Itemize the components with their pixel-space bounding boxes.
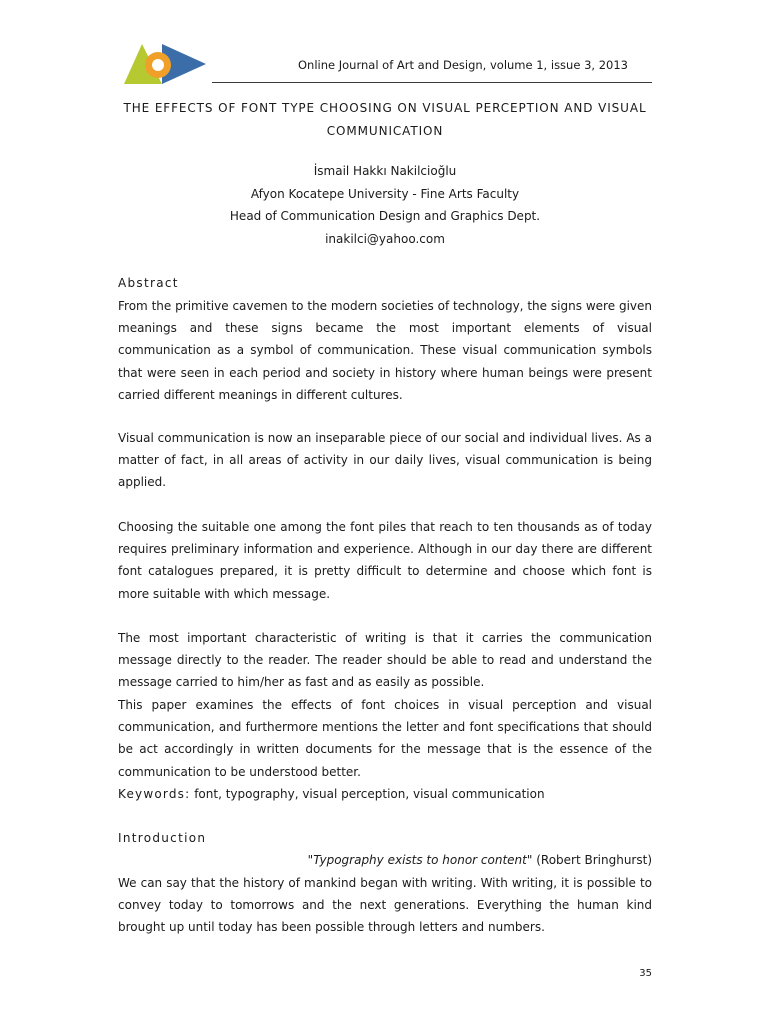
journal-logo-icon [122,40,208,88]
author-affiliation: Afyon Kocatepe University - Fine Arts Faculty [250,186,520,201]
abstract-paragraph: From the primitive cavemen to the modern societies of technology, the signs were given meanings and these signs became the most important elements of visual communication as a symbol of communication. These visual communication symbols that were seen in each period and society in history where human beings were present carried different meanings in different cultures. [118,299,652,402]
paper-title: THE EFFECTS OF FONT TYPE CHOOSING ON VISUAL PERCEPTION AND VISUAL COMMUNICATION [123,101,647,138]
epigraph [118,849,652,871]
author-position: Head of Communication Design and Graphics Dept. [229,209,541,223]
page-number: 35 [639,968,652,979]
abstract-heading: Abstract [118,276,179,290]
keywords-list: font, typography, visual perception, visual communication [194,787,545,801]
author-block [115,160,655,250]
epigraph-quote: "Typography exists to honor content" [307,853,533,867]
abstract-paragraph: Visual communication is now an inseparable piece of our social and individual lives. As a matter of fact, in all areas of activity in our daily lives, visual communication is being applied. [118,431,652,490]
introduction-heading: Introduction [118,831,207,845]
author-email: inakilci@yahoo.com [325,231,445,246]
abstract-paragraph: This paper examines the effects of font choices in visual perception and visual communication, and furthermore mentions the letter and font specifications that should be act accordingly in written documents for the message that is the essence of the communication to be understood better. [118,698,652,779]
abstract-paragraph: Choosing the suitable one among the font piles that reach to ten thousands as of today requires preliminary information and experience. Although in our day there are different font catalogues prepared, it is pretty difficult to determine and choose which font is more suitable with which message. [118,520,652,601]
header-divider [212,82,652,83]
logo-circle-inner-shape [152,59,164,71]
journal-header: Online Journal of Art and Design, volume 1, issue 3, 2013 [298,58,628,72]
keywords-line [118,783,652,805]
introduction-paragraph: We can say that the history of mankind began with writing. With writing, it is possible to convey today to tomorrows and the next generations. Everything the human kind brought up until today has been possible through letters and numbers. [118,876,652,935]
abstract-paragraph: The most important characteristic of writing is that it carries the communication message directly to the reader. The reader should be able to read and understand the message carried to him/her as fast and as easily as possible. [118,631,652,690]
keywords-label: Keywords: [118,787,191,801]
author-name: İsmail Hakkı Nakilcioğlu [313,164,457,178]
epigraph-source: (Robert Bringhurst) [536,853,652,867]
